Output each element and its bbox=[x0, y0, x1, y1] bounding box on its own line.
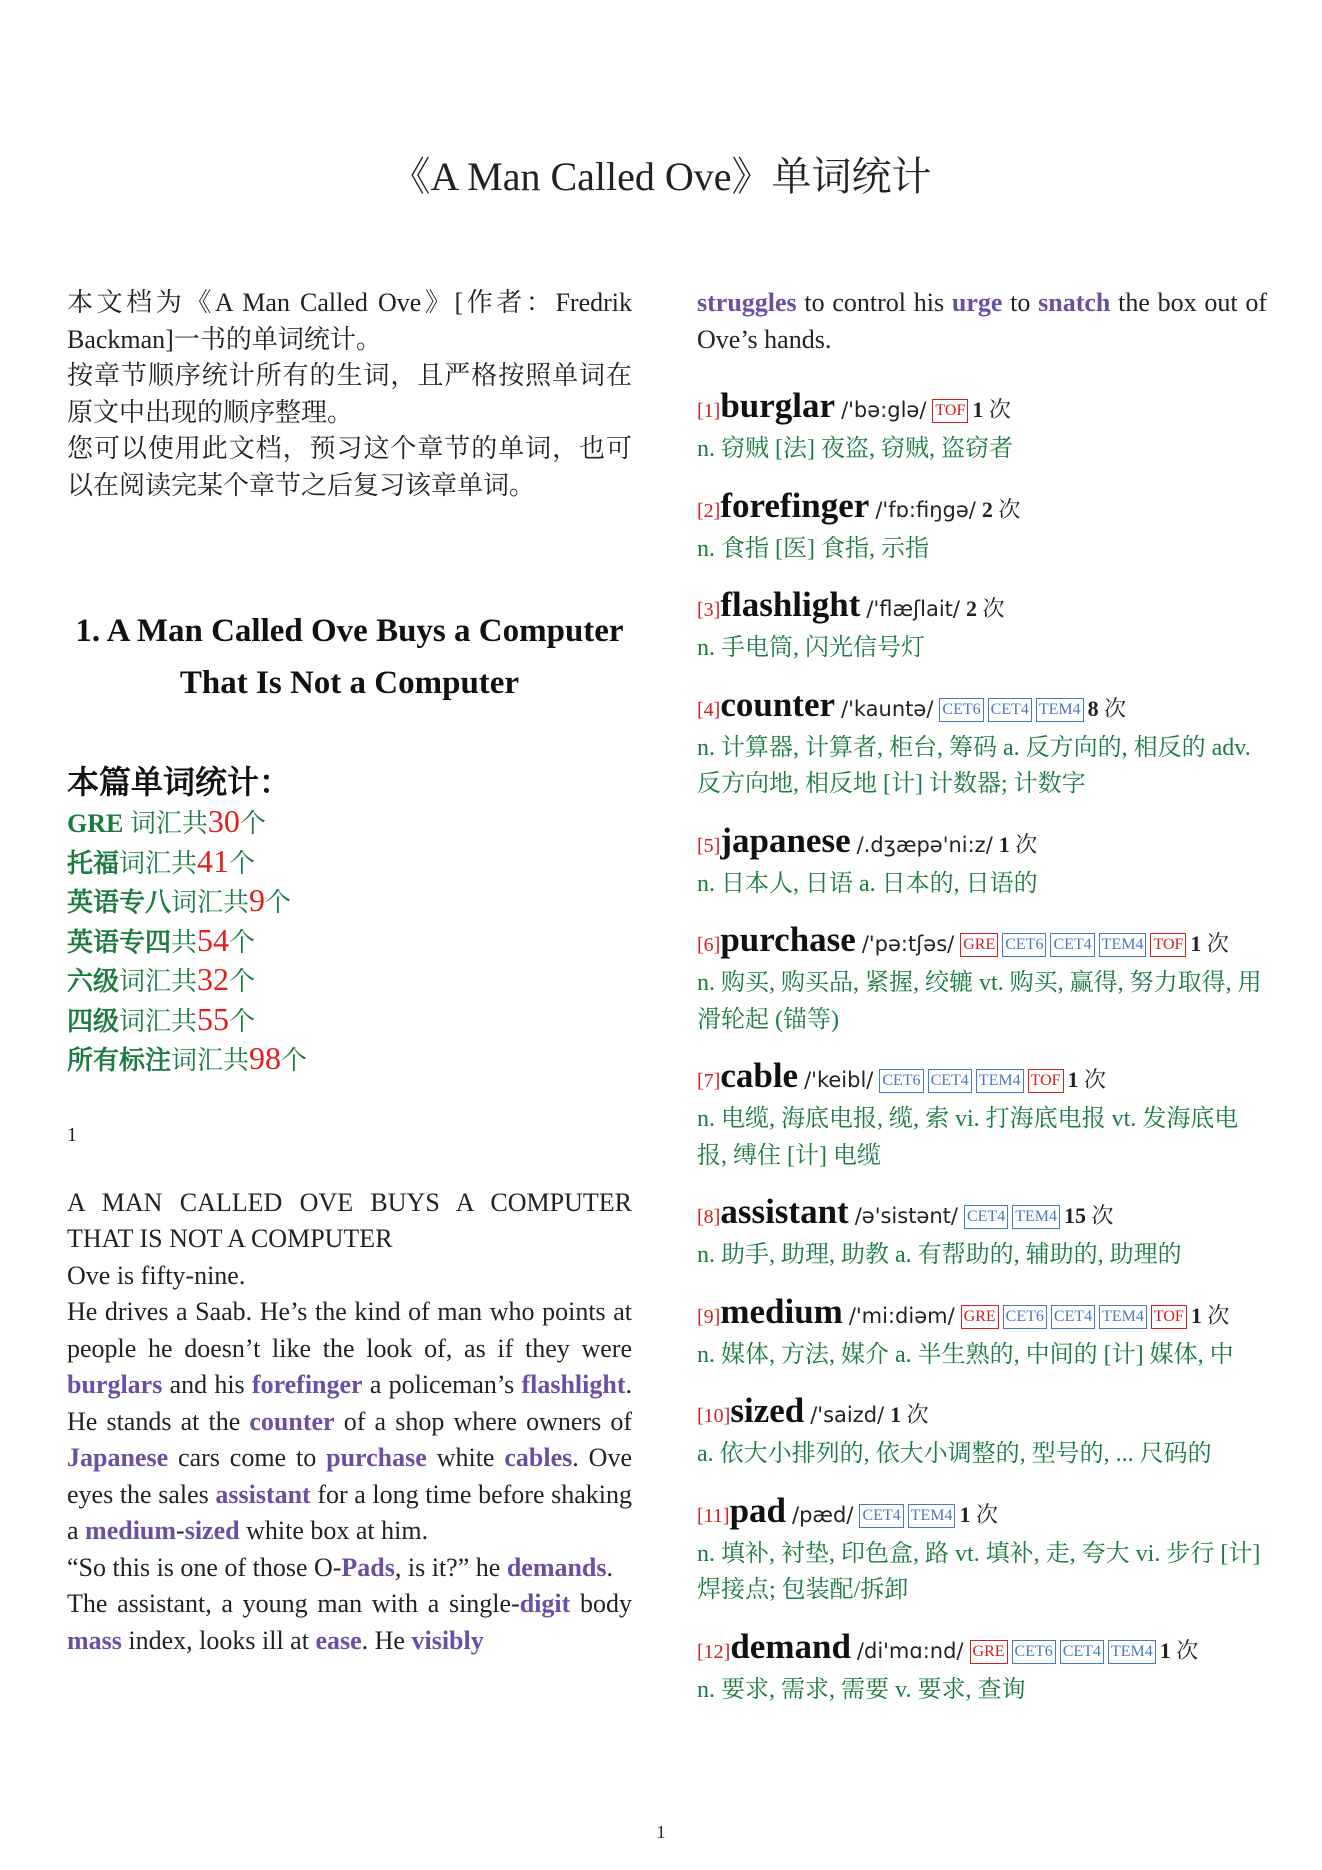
entry-word: purchase bbox=[720, 920, 856, 959]
entry-word: assistant bbox=[720, 1192, 849, 1231]
stat-row bbox=[67, 803, 632, 843]
level-tag: TEM4 bbox=[1099, 1305, 1147, 1329]
page-title: 《A Man Called Ove》单词统计 bbox=[390, 154, 932, 199]
vocab-entry bbox=[697, 1627, 1267, 1709]
entry-phonetic: /'kauntə/ bbox=[841, 696, 934, 721]
kw-pads: Pads bbox=[341, 1552, 395, 1582]
vocab-entry bbox=[697, 1192, 1267, 1274]
left-column bbox=[67, 285, 632, 1659]
kw-cables: cables bbox=[504, 1443, 573, 1472]
entry-definition: n. 媒体, 方法, 媒介 a. 半生熟的, 中间的 [计] 媒体, 中 bbox=[697, 1341, 1234, 1368]
entry-phonetic: /pæd/ bbox=[792, 1502, 854, 1527]
entry-index: [1] bbox=[697, 400, 721, 422]
entry-header bbox=[697, 1391, 1267, 1436]
entry-count: 1 次 bbox=[1190, 931, 1229, 956]
stat-row bbox=[67, 843, 632, 883]
stat-unit: 个 bbox=[229, 1006, 256, 1036]
stat-label: 词汇共 bbox=[171, 1046, 250, 1075]
stat-label-bold: 四级 bbox=[67, 1006, 120, 1036]
stat-row bbox=[67, 1040, 632, 1080]
entry-word: counter bbox=[720, 684, 836, 724]
entry-phonetic: /ə'sistənt/ bbox=[854, 1204, 958, 1228]
vocab-entry bbox=[697, 1056, 1267, 1174]
vocab-entry bbox=[697, 920, 1267, 1038]
stat-count: 32 bbox=[197, 961, 230, 997]
kw-flashlight: flashlight bbox=[521, 1370, 626, 1399]
level-tag: CET4 bbox=[859, 1504, 903, 1528]
stat-row bbox=[67, 1001, 632, 1041]
kw-counter: counter bbox=[249, 1406, 335, 1436]
level-tag: CET6 bbox=[1012, 1640, 1056, 1664]
entry-header bbox=[697, 1491, 1267, 1536]
entry-header bbox=[697, 486, 1267, 531]
level-tag: CET4 bbox=[928, 1069, 972, 1093]
level-tag: TOF bbox=[932, 399, 968, 423]
stat-count: 30 bbox=[207, 803, 240, 839]
stat-count: 9 bbox=[249, 882, 266, 918]
entry-header bbox=[697, 1627, 1267, 1672]
stat-unit: 个 bbox=[281, 1046, 308, 1075]
entry-phonetic: /.dʒæpə'ni:z/ bbox=[856, 832, 993, 857]
stat-unit: 个 bbox=[239, 809, 266, 838]
entry-definition: n. 电缆, 海底电报, 缆, 索 vi. 打海底电报 vt. 发海底电报, 缚住 [计] 电缆 bbox=[697, 1106, 1239, 1169]
kw-visibly: visibly bbox=[411, 1625, 484, 1655]
entry-header bbox=[697, 685, 1267, 730]
text-p4: The assistant, a young man with a single-digit body mass index, looks ill at ease. He visibly bbox=[67, 1589, 633, 1655]
entry-word: flashlight bbox=[720, 585, 861, 624]
stat-label: 词汇共 bbox=[129, 809, 208, 838]
right-column bbox=[697, 285, 1267, 1726]
level-tag: CET4 bbox=[1060, 1640, 1104, 1664]
entry-count: 2 次 bbox=[981, 496, 1021, 522]
entry-index: [8] bbox=[697, 1206, 721, 1228]
entry-index: [12] bbox=[697, 1640, 731, 1663]
stat-count: 98 bbox=[249, 1040, 282, 1076]
kw-demands: demands bbox=[506, 1552, 607, 1582]
stat-label: 词汇共 bbox=[119, 967, 198, 996]
stat-label-bold: 六级 bbox=[67, 967, 120, 996]
stat-row bbox=[67, 882, 632, 922]
entry-index: [3] bbox=[697, 599, 721, 621]
level-tag: TEM4 bbox=[1012, 1205, 1060, 1229]
stat-label-bold: 托福 bbox=[67, 848, 120, 878]
stat-count: 55 bbox=[197, 1000, 230, 1037]
text-p3: “So this is one of those O-Pads, is it?” he demands. bbox=[67, 1552, 614, 1582]
kw-urge: urge bbox=[951, 288, 1003, 317]
level-tag: TEM4 bbox=[1099, 933, 1147, 957]
entry-definition: n. 食指 [医] 食指, 示指 bbox=[697, 535, 929, 562]
stat-label: 共 bbox=[171, 927, 198, 957]
entry-count: 2 次 bbox=[965, 596, 1005, 621]
level-tag: CET4 bbox=[964, 1205, 1008, 1229]
entry-phonetic: /di'mɑ:nd/ bbox=[856, 1638, 964, 1663]
vocab-entry bbox=[697, 1491, 1267, 1609]
entry-header bbox=[697, 585, 1267, 630]
vocab-entry bbox=[697, 386, 1267, 468]
entry-definition: n. 手电筒, 闪光信号灯 bbox=[697, 635, 925, 661]
entry-header bbox=[697, 821, 1267, 866]
level-tag: TEM4 bbox=[908, 1504, 956, 1528]
kw-japanese: Japanese bbox=[67, 1443, 169, 1472]
stat-row bbox=[67, 961, 632, 1001]
stat-unit: 个 bbox=[265, 888, 292, 917]
entry-phonetic: /'pə:tʃəs/ bbox=[861, 932, 955, 956]
entry-definition: a. 依大小排列的, 依大小调整的, 型号的, ... 尺码的 bbox=[697, 1441, 1212, 1467]
entry-index: [6] bbox=[697, 934, 721, 956]
entry-definition: n. 填补, 衬垫, 印色盒, 路 vt. 填补, 走, 夸大 vi. 步行 [计] 焊接点; 包装配/拆卸 bbox=[697, 1540, 1261, 1603]
level-tag: TOF bbox=[1151, 1305, 1187, 1329]
entry-word: demand bbox=[730, 1626, 851, 1666]
entry-count: 1 次 bbox=[1190, 1302, 1230, 1328]
vocab-entry bbox=[697, 1391, 1267, 1473]
stat-label-bold: 英语专四 bbox=[67, 927, 172, 957]
kw-burglars: burglars bbox=[67, 1370, 163, 1399]
level-tag: CET4 bbox=[1050, 933, 1094, 957]
stat-label-bold: 英语专八 bbox=[67, 888, 172, 917]
intro-line-1: 本文档为《A Man Called Ove》[作者：Fredrik Backman]一书的单词统计。 bbox=[67, 288, 632, 354]
entry-count: 1 次 bbox=[998, 831, 1038, 857]
entry-header bbox=[697, 920, 1267, 965]
kw-ease: ease bbox=[315, 1625, 362, 1655]
entry-word: japanese bbox=[720, 820, 851, 860]
entry-count: 1 次 bbox=[1067, 1067, 1107, 1092]
kw-snatch: snatch bbox=[1038, 288, 1111, 317]
stats-heading: 本篇单词统计： bbox=[67, 764, 292, 800]
level-tag: CET4 bbox=[1051, 1305, 1095, 1329]
intro-line-3: 您可以使用此文档，预习这个章节的单词，也可以在阅读完某个章节之后复习该章单词。 bbox=[67, 434, 632, 500]
level-tag: TEM4 bbox=[1108, 1640, 1156, 1664]
entry-count: 1 次 bbox=[1159, 1637, 1199, 1663]
entry-header bbox=[697, 1292, 1267, 1337]
level-tag: CET4 bbox=[988, 698, 1032, 722]
entry-definition: n. 窃贼 [法] 夜盗, 窃贼, 盗窃者 bbox=[697, 436, 1013, 462]
level-tag: CET6 bbox=[879, 1069, 923, 1093]
entry-index: [10] bbox=[697, 1405, 731, 1427]
level-tag: CET6 bbox=[1003, 1305, 1047, 1329]
entry-phonetic: /'bə:glə/ bbox=[841, 398, 927, 422]
entry-index: [7] bbox=[697, 1070, 721, 1092]
vocab-entry bbox=[697, 1292, 1267, 1374]
text-p1: Ove is fifty-nine. bbox=[67, 1260, 246, 1290]
entry-count: 1 次 bbox=[972, 397, 1011, 422]
entry-phonetic: /'keibl/ bbox=[804, 1068, 874, 1092]
level-tag: TOF bbox=[1150, 933, 1186, 957]
kw-struggles: struggles bbox=[697, 288, 797, 317]
intro-line-2: 按章节顺序统计所有的生词，且严格按照单词在原文中出现的顺序整理。 bbox=[67, 361, 632, 427]
stat-row bbox=[67, 922, 632, 962]
chapter-title: 1. A Man Called Ove Buys a Computer That Is Not a Computer bbox=[75, 613, 624, 701]
kw-digit: digit bbox=[519, 1589, 571, 1618]
stat-unit: 个 bbox=[229, 967, 256, 996]
entry-definition: n. 助手, 助理, 助教 a. 有帮助的, 辅助的, 助理的 bbox=[697, 1242, 1182, 1268]
entry-count: 15 次 bbox=[1063, 1203, 1114, 1228]
stat-count: 54 bbox=[197, 921, 230, 958]
vocab-entry bbox=[697, 585, 1267, 667]
level-tag: TEM4 bbox=[1036, 698, 1084, 722]
entry-header bbox=[697, 1056, 1267, 1101]
level-tag: GRE bbox=[960, 933, 998, 957]
entry-definition: n. 购买, 购买品, 紧握, 绞辘 vt. 购买, 赢得, 努力取得, 用滑轮起 (锚等) bbox=[697, 970, 1262, 1033]
level-tag: TOF bbox=[1028, 1069, 1064, 1093]
text-heading: A MAN CALLED OVE BUYS A COMPUTER THAT IS NOT A COMPUTER bbox=[67, 1187, 632, 1253]
entry-phonetic: /'flæʃlait/ bbox=[866, 597, 960, 621]
entry-definition: n. 日本人, 日语 a. 日本的, 日语的 bbox=[697, 870, 1038, 897]
kw-assistant: assistant bbox=[215, 1479, 311, 1509]
page-number: 1 bbox=[656, 1822, 666, 1842]
stat-label: 词汇共 bbox=[119, 848, 198, 878]
entry-index: [5] bbox=[697, 834, 721, 857]
entry-word: pad bbox=[729, 1490, 787, 1530]
entry-index: [11] bbox=[697, 1504, 730, 1527]
stat-label-bold: 所有标注 bbox=[67, 1046, 172, 1075]
entry-index: [9] bbox=[697, 1305, 721, 1328]
entry-count: 8 次 bbox=[1087, 695, 1127, 721]
entry-word: cable bbox=[720, 1056, 799, 1095]
entry-count: 1 次 bbox=[890, 1402, 929, 1427]
entry-definition: n. 要求, 需求, 需要 v. 要求, 查询 bbox=[697, 1676, 1026, 1703]
stat-count: 41 bbox=[197, 842, 230, 879]
entry-word: forefinger bbox=[720, 485, 870, 525]
vocabulary-list bbox=[697, 386, 1267, 1708]
entry-index: [4] bbox=[697, 698, 721, 721]
section-number: 1 bbox=[67, 1123, 77, 1146]
entry-header bbox=[697, 1192, 1267, 1237]
kw-sized: sized bbox=[184, 1516, 240, 1545]
entry-word: medium bbox=[720, 1291, 843, 1331]
vocab-entry bbox=[697, 486, 1267, 568]
kw-mass: mass bbox=[67, 1625, 122, 1655]
level-tag: CET6 bbox=[939, 698, 983, 722]
entry-index: [2] bbox=[697, 499, 721, 522]
level-tag: CET6 bbox=[1002, 933, 1046, 957]
entry-word: burglar bbox=[720, 386, 836, 425]
entry-header bbox=[697, 386, 1267, 431]
kw-forefinger: forefinger bbox=[251, 1370, 363, 1399]
entry-phonetic: /'fɒ:fiŋgə/ bbox=[875, 497, 976, 522]
stat-unit: 个 bbox=[229, 927, 256, 957]
level-tag: TEM4 bbox=[976, 1069, 1024, 1093]
entry-phonetic: /'mi:diəm/ bbox=[848, 1303, 955, 1328]
level-tag: GRE bbox=[970, 1640, 1008, 1664]
kw-purchase: purchase bbox=[326, 1443, 427, 1472]
kw-medium: medium bbox=[85, 1516, 177, 1545]
text-continued: struggles to control his urge to snatch the box out of Ove’s hands. bbox=[697, 288, 1267, 354]
entry-count: 1 次 bbox=[959, 1501, 998, 1527]
entry-word: sized bbox=[730, 1391, 805, 1430]
level-tag: GRE bbox=[961, 1305, 999, 1329]
text-p2: He drives a Saab. He’s the kind of man who points at people he doesn’t like the look of, as if they were burglars and his forefinger a policeman’s flashlight. He stands at the counter of a shop where owners of Japanese cars come to purchase white cables. Ove eyes the sales assistant for a long time before shaking a medium-sized white box at him. bbox=[67, 1297, 632, 1545]
entry-phonetic: /'saizd/ bbox=[810, 1403, 885, 1427]
vocab-entry bbox=[697, 821, 1267, 903]
stats-list bbox=[67, 803, 632, 1080]
entry-definition: n. 计算器, 计算者, 柜台, 筹码 a. 反方向的, 相反的 adv. 反方向地, 相反地 [计] 计数器; 计数字 bbox=[697, 734, 1251, 797]
stat-label: 词汇共 bbox=[119, 1006, 198, 1036]
stat-label: 词汇共 bbox=[171, 888, 250, 917]
stat-unit: 个 bbox=[229, 848, 256, 878]
vocab-entry bbox=[697, 685, 1267, 803]
stat-label-bold: GRE bbox=[67, 809, 130, 838]
